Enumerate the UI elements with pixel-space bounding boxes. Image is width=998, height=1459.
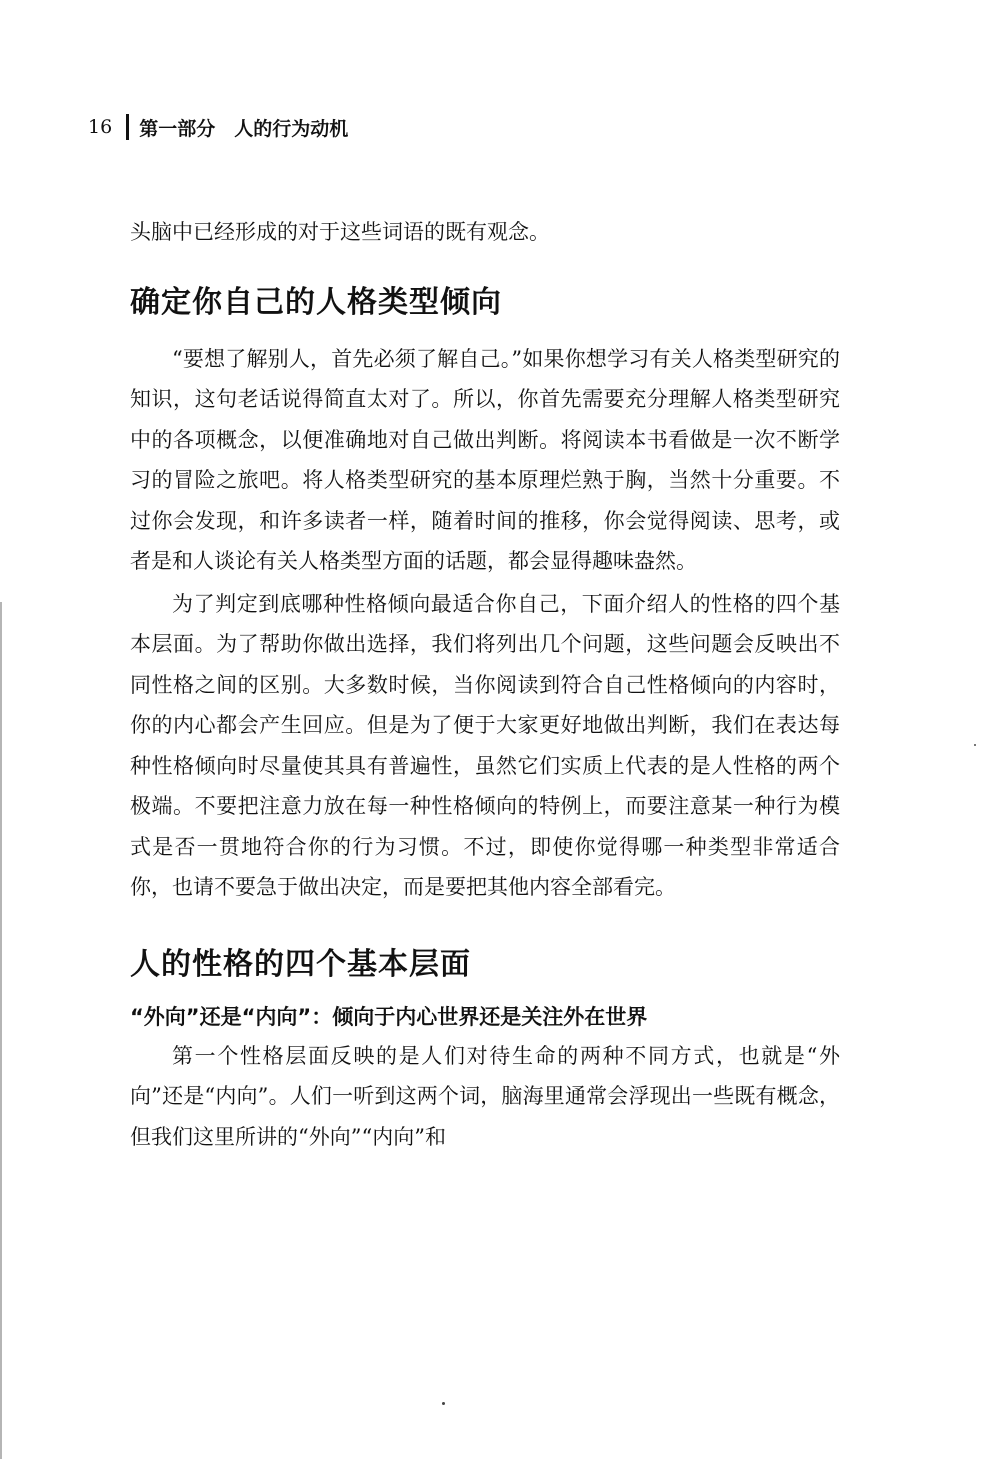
intro-paragraph-1: “要想了解别人，首先必须了解自己。”如果你想学习有关人格类型研究的知识，这句老话说得简直太对了。所以，你首先需要充分理解人格类型研究中的各项概念，以便准确地对自己做出判断。将阅读本书看做是一次不断学习的冒险之旅吧。将人格类型研究的基本原理烂熟于胸，当然十分重要。不过你会发现，和许多读者一样，随着时间的推移，你会觉得阅读、思考，或者是和人谈论有关人格类型方面的话题，都会显得趣味盎然。 bbox=[130, 346, 840, 573]
scan-speck bbox=[442, 1402, 445, 1405]
heading-personality-type: 确定你自己的人格类型倾向 bbox=[130, 284, 502, 320]
page-number: 16 bbox=[88, 116, 113, 138]
section-title: 第一部分 人的行为动机 bbox=[139, 117, 349, 140]
header-divider bbox=[126, 114, 129, 140]
continuation-paragraph: 头脑中已经形成的对于这些词语的既有观念。 bbox=[130, 220, 550, 244]
subheading-extravert-introvert: “外向”还是“内向”：倾向于内心世界还是关注外在世界 bbox=[130, 1004, 648, 1029]
scan-speck-margin bbox=[974, 744, 976, 746]
scan-edge-line bbox=[0, 602, 2, 1459]
heading-four-levels: 人的性格的四个基本层面 bbox=[130, 946, 471, 982]
page-body bbox=[130, 212, 840, 1157]
running-header bbox=[88, 112, 348, 142]
extravert-paragraph: 第一个性格层面反映的是人们对待生命的两种不同方式，也就是“外向”还是“内向”。人们一听到这两个词，脑海里通常会浮现出一些既有概念，但我们这里所讲的“外向”“内向”和 bbox=[130, 1043, 840, 1149]
intro-paragraph-2: 为了判定到底哪种性格倾向最适合你自己，下面介绍人的性格的四个基本层面。为了帮助你做出选择，我们将列出几个问题，这些问题会反映出不同性格之间的区别。大多数时候，当你阅读到符合自己性格倾向的内容时，你的内心都会产生回应。但是为了便于大家更好地做出判断，我们在表达每种性格倾向时尽量使其具有普遍性，虽然它们实质上代表的是人性格的两个极端。不要把注意力放在每一种性格倾向的特例上，而要注意某一种行为模式是否一贯地符合你的行为习惯。不过，即使你觉得哪一种类型非常适合你，也请不要急于做出决定，而是要把其他内容全部看完。 bbox=[130, 591, 840, 899]
